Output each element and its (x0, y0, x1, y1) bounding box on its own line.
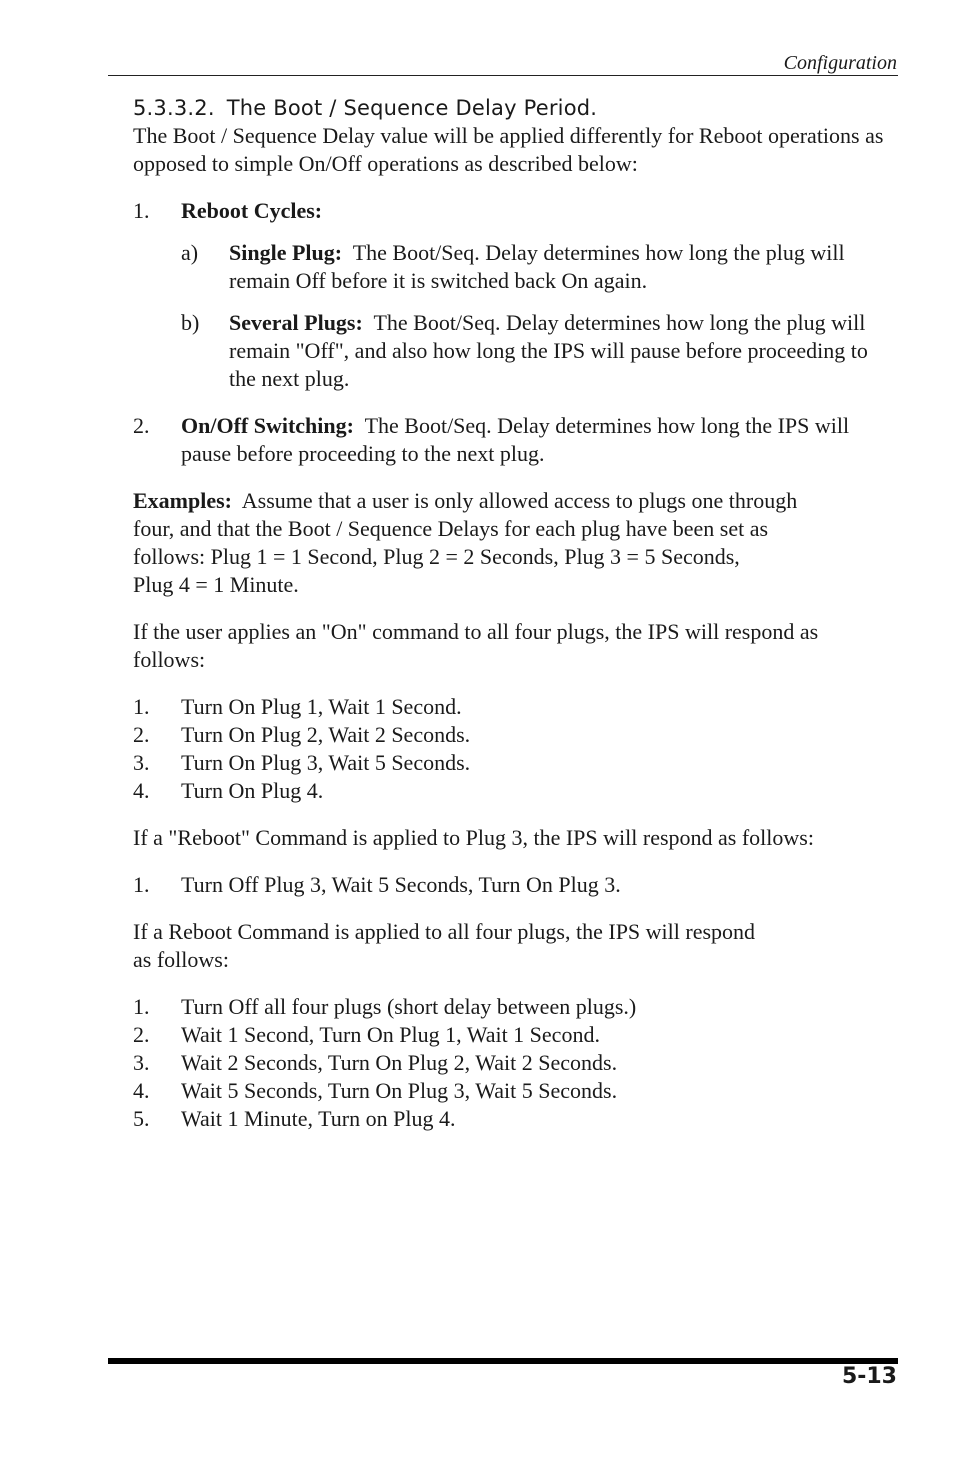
list-item (133, 1049, 893, 1077)
list-item (133, 777, 893, 805)
step-text: Turn Off Plug 3, Wait 5 Seconds, Turn On Plug 3. (181, 872, 621, 897)
examples-line: four, and that the Boot / Sequence Delays for each plug have been set as (133, 516, 769, 541)
single-plug-item (133, 239, 893, 295)
reboot-all-intro-line: as follows: (133, 947, 229, 972)
reboot-all-steps (133, 993, 893, 1133)
reboot-plug3-steps (133, 871, 893, 899)
single-plug-text: The Boot/Seq. Delay determines how long the plug will remain Off before it is switched back On again. (229, 240, 845, 293)
on-command-intro: If the user applies an "On" command to all four plugs, the IPS will respond as follows: (133, 619, 819, 672)
running-header: Configuration (783, 52, 897, 74)
intro-paragraph: The Boot / Sequence Delay value will be applied differently for Reboot operations as opposed to simple On/Off operations as described below: (133, 123, 884, 176)
list-marker: b) (181, 310, 200, 335)
step-text: Turn On Plug 1, Wait 1 Second. (181, 694, 462, 719)
list-item (133, 1021, 893, 1049)
list-item (133, 749, 893, 777)
examples-paragraph (133, 487, 893, 599)
list-marker: 4. (133, 778, 150, 803)
list-marker: 3. (133, 750, 150, 775)
several-plugs-text: The Boot/Seq. Delay determines how long the plug will remain "Off", and also how long the IPS will pause before proceeding to the next plug. (229, 310, 868, 391)
list-marker: 2. (133, 722, 150, 747)
list-marker: 1. (133, 994, 150, 1019)
list-marker: 3. (133, 1050, 150, 1075)
reboot-plug3-intro: If a "Reboot" Command is applied to Plug 3, the IPS will respond as follows: (133, 825, 814, 850)
list-item (133, 993, 893, 1021)
list-item (133, 693, 893, 721)
examples-line: Assume that a user is only allowed access to plugs one through (241, 488, 798, 513)
step-text: Wait 2 Seconds, Turn On Plug 2, Wait 2 Seconds. (181, 1050, 618, 1075)
page-number: 5-13 (841, 1364, 897, 1389)
list-marker: 2. (133, 413, 150, 438)
section-title: The Boot / Sequence Delay Period. (226, 96, 598, 120)
list-marker: 1. (133, 198, 150, 223)
examples-line: Plug 4 = 1 Minute. (133, 572, 299, 597)
several-plugs-item (133, 309, 893, 393)
reboot-cycles-label: Reboot Cycles: (181, 198, 323, 223)
list-marker: 2. (133, 1022, 150, 1047)
step-text: Wait 1 Second, Turn On Plug 1, Wait 1 Second. (181, 1022, 600, 1047)
step-text: Wait 5 Seconds, Turn On Plug 3, Wait 5 Seconds. (181, 1078, 618, 1103)
section-number: 5.3.3.2. (133, 96, 215, 120)
examples-label: Examples: (133, 488, 232, 513)
section-heading (133, 94, 893, 122)
onoff-switching-text: The Boot/Seq. Delay determines how long the IPS will pause before proceeding to the next plug. (181, 413, 850, 466)
list-marker: 4. (133, 1078, 150, 1103)
list-item (133, 1105, 893, 1133)
list-item (133, 721, 893, 749)
footer-rule (108, 1358, 898, 1364)
reboot-all-intro (133, 918, 893, 974)
page-content (133, 94, 893, 1133)
reboot-all-intro-line: If a Reboot Command is applied to all four plugs, the IPS will respond (133, 919, 756, 944)
onoff-switching-label: On/Off Switching: (181, 413, 354, 438)
on-command-steps (133, 693, 893, 805)
step-text: Turn On Plug 2, Wait 2 Seconds. (181, 722, 471, 747)
reboot-cycles-item (133, 197, 893, 225)
single-plug-label: Single Plug: (229, 240, 343, 265)
list-item (133, 1077, 893, 1105)
list-marker: 1. (133, 694, 150, 719)
list-marker: 5. (133, 1106, 150, 1131)
list-item (133, 871, 893, 899)
step-text: Turn On Plug 3, Wait 5 Seconds. (181, 750, 471, 775)
list-marker: a) (181, 240, 199, 265)
examples-line: follows: Plug 1 = 1 Second, Plug 2 = 2 Seconds, Plug 3 = 5 Seconds, (133, 544, 740, 569)
step-text: Wait 1 Minute, Turn on Plug 4. (181, 1106, 456, 1131)
onoff-switching-item (133, 412, 893, 468)
step-text: Turn On Plug 4. (181, 778, 324, 803)
list-marker: 1. (133, 872, 150, 897)
step-text: Turn Off all four plugs (short delay between plugs.) (181, 994, 637, 1019)
header-rule (108, 75, 898, 76)
several-plugs-label: Several Plugs: (229, 310, 363, 335)
